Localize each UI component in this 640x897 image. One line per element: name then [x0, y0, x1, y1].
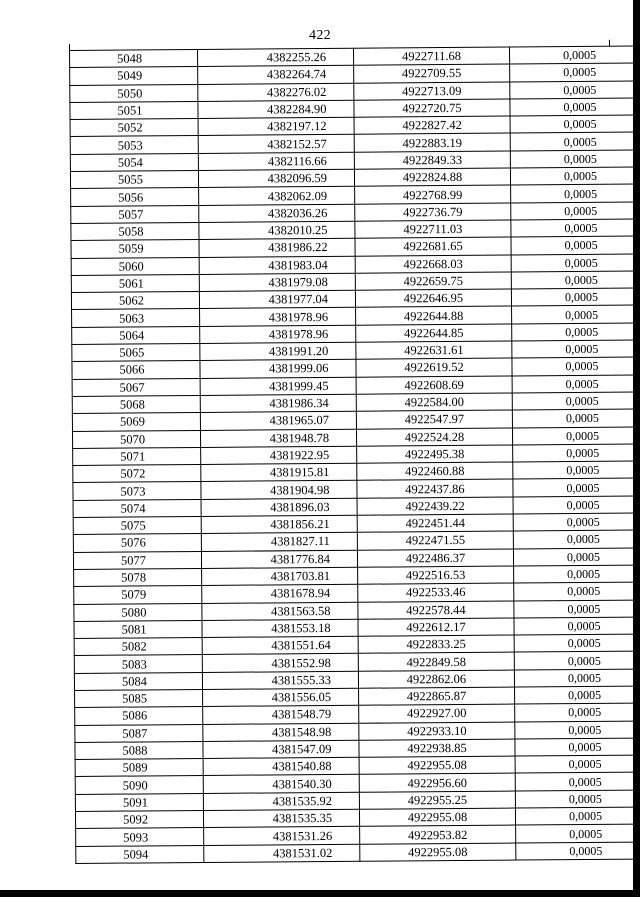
y-coordinate-cell: 4922933.10 — [359, 722, 515, 741]
accuracy-cell: 0,0005 — [514, 617, 640, 635]
accuracy-cell: 0,0005 — [513, 478, 640, 496]
y-coordinate-cell: 4922938.85 — [359, 739, 515, 758]
y-coordinate-cell: 4922439.22 — [357, 497, 513, 516]
y-coordinate-cell: 4922709.55 — [354, 64, 510, 83]
y-coordinate-cell: 4922547.97 — [356, 410, 512, 429]
y-coordinate-cell: 4922883.19 — [354, 134, 510, 153]
y-coordinate-cell: 4922486.37 — [357, 549, 513, 568]
y-coordinate-cell: 4922495.38 — [357, 445, 513, 464]
point-number-cell: 5054 — [70, 153, 198, 171]
x-coordinate-cell: 4381915.81 — [201, 463, 357, 482]
point-number-cell: 5053 — [70, 136, 198, 154]
point-number-cell: 5068 — [72, 395, 200, 413]
y-coordinate-cell: 4922953.82 — [360, 825, 516, 844]
x-coordinate-cell: 4381548.98 — [203, 723, 359, 742]
point-number-cell: 5059 — [71, 240, 199, 258]
y-coordinate-cell: 4922736.79 — [355, 203, 511, 222]
point-number-cell: 5090 — [75, 776, 203, 794]
accuracy-cell: 0,0005 — [513, 461, 640, 479]
x-coordinate-cell: 4381540.88 — [203, 757, 359, 776]
x-coordinate-cell: 4382197.12 — [198, 117, 354, 136]
x-coordinate-cell: 4382255.26 — [197, 48, 353, 67]
point-number-cell: 5058 — [71, 222, 199, 240]
point-number-cell: 5070 — [72, 430, 200, 448]
point-number-cell: 5081 — [74, 620, 202, 638]
x-coordinate-cell: 4381556.05 — [203, 688, 359, 707]
x-coordinate-cell: 4381540.30 — [203, 775, 359, 794]
point-number-cell: 5074 — [73, 499, 201, 517]
accuracy-cell: 0,0005 — [514, 599, 640, 617]
x-coordinate-cell: 4382010.25 — [199, 221, 355, 240]
point-number-cell: 5086 — [75, 707, 203, 725]
accuracy-cell: 0,0005 — [511, 202, 640, 220]
x-coordinate-cell: 4381986.22 — [199, 239, 355, 258]
point-number-cell: 5065 — [72, 344, 200, 362]
y-coordinate-cell: 4922471.55 — [357, 531, 513, 550]
point-number-cell: 5073 — [73, 482, 201, 500]
x-coordinate-cell: 4382264.74 — [198, 66, 354, 85]
y-coordinate-cell: 4922711.03 — [355, 220, 511, 239]
x-coordinate-cell: 4381535.35 — [203, 809, 359, 828]
accuracy-cell: 0,0005 — [512, 375, 640, 393]
point-number-cell: 5057 — [71, 205, 199, 223]
y-coordinate-cell: 4922720.75 — [354, 99, 510, 118]
point-number-cell: 5075 — [73, 516, 201, 534]
accuracy-cell: 0,0005 — [515, 772, 640, 790]
x-coordinate-cell: 4382152.57 — [198, 135, 354, 154]
point-number-cell: 5052 — [70, 119, 198, 137]
accuracy-cell: 0,0005 — [510, 63, 640, 81]
y-coordinate-cell: 4922955.08 — [359, 808, 515, 827]
y-coordinate-cell: 4922865.87 — [359, 687, 515, 706]
accuracy-cell: 0,0005 — [511, 271, 640, 289]
accuracy-cell: 0,0005 — [515, 686, 640, 704]
accuracy-cell: 0,0005 — [511, 184, 640, 202]
x-coordinate-cell: 4381547.09 — [203, 740, 359, 759]
y-coordinate-cell: 4922927.00 — [359, 704, 515, 723]
point-number-cell: 5087 — [75, 724, 203, 742]
x-coordinate-cell: 4381856.21 — [201, 515, 357, 534]
point-number-cell: 5071 — [73, 447, 201, 465]
accuracy-cell: 0,0005 — [510, 167, 640, 185]
page-number: 422 — [309, 28, 331, 43]
x-coordinate-cell: 4382096.59 — [198, 169, 354, 188]
point-number-cell: 5084 — [74, 672, 202, 690]
point-number-cell: 5072 — [73, 465, 201, 483]
accuracy-cell: 0,0005 — [513, 513, 640, 531]
x-coordinate-cell: 4382036.26 — [199, 204, 355, 223]
y-coordinate-cell: 4922644.88 — [356, 306, 512, 325]
y-coordinate-cell: 4922533.46 — [358, 583, 514, 602]
y-coordinate-cell: 4922631.61 — [356, 341, 512, 360]
y-coordinate-cell: 4922955.08 — [360, 843, 516, 862]
point-number-cell: 5048 — [70, 49, 198, 67]
point-number-cell: 5062 — [71, 292, 199, 310]
accuracy-cell: 0,0005 — [511, 288, 640, 306]
y-coordinate-cell: 4922516.53 — [358, 566, 514, 585]
x-coordinate-cell: 4381904.98 — [201, 481, 357, 500]
point-number-cell: 5092 — [75, 811, 203, 829]
accuracy-cell: 0,0005 — [515, 720, 640, 738]
y-coordinate-cell: 4922659.75 — [355, 272, 511, 291]
x-coordinate-cell: 4381922.95 — [201, 446, 357, 465]
x-coordinate-cell: 4381553.18 — [202, 619, 358, 638]
point-number-cell: 5085 — [75, 689, 203, 707]
accuracy-cell: 0,0005 — [515, 807, 640, 825]
accuracy-cell: 0,0005 — [513, 496, 640, 514]
x-coordinate-cell: 4381896.03 — [201, 498, 357, 517]
table-body — [70, 46, 640, 863]
y-coordinate-cell: 4922451.44 — [357, 514, 513, 533]
y-coordinate-cell: 4922608.69 — [356, 376, 512, 395]
y-coordinate-cell: 4922524.28 — [356, 428, 512, 447]
coordinates-table — [69, 45, 640, 863]
accuracy-cell: 0,0005 — [515, 738, 640, 756]
accuracy-cell: 0,0005 — [509, 46, 640, 64]
accuracy-cell: 0,0005 — [514, 565, 640, 583]
point-number-cell: 5050 — [70, 84, 198, 102]
x-coordinate-cell: 4381776.84 — [201, 550, 357, 569]
y-coordinate-cell: 4922713.09 — [354, 82, 510, 101]
x-coordinate-cell: 4381552.98 — [202, 654, 358, 673]
point-number-cell: 5079 — [74, 586, 202, 604]
accuracy-cell: 0,0005 — [514, 582, 640, 600]
y-coordinate-cell: 4922849.58 — [358, 652, 514, 671]
y-coordinate-cell: 4922833.25 — [358, 635, 514, 654]
y-coordinate-cell: 4922578.44 — [358, 601, 514, 620]
accuracy-cell: 0,0005 — [510, 81, 640, 99]
x-coordinate-cell: 4381555.33 — [202, 671, 358, 690]
x-coordinate-cell: 4381999.45 — [200, 377, 356, 396]
point-number-cell: 5088 — [75, 741, 203, 759]
accuracy-cell: 0,0005 — [512, 357, 640, 375]
accuracy-cell: 0,0005 — [516, 842, 640, 860]
accuracy-cell: 0,0005 — [514, 651, 640, 669]
point-number-cell: 5049 — [70, 67, 198, 85]
x-coordinate-cell: 4381563.58 — [202, 602, 358, 621]
accuracy-cell: 0,0005 — [510, 150, 640, 168]
x-coordinate-cell: 4381531.26 — [204, 827, 360, 846]
accuracy-cell: 0,0005 — [516, 824, 640, 842]
x-coordinate-cell: 4381986.34 — [200, 394, 356, 413]
point-number-cell: 5076 — [73, 534, 201, 552]
y-coordinate-cell: 4922646.95 — [355, 289, 511, 308]
x-coordinate-cell: 4381678.94 — [202, 584, 358, 603]
point-number-cell: 5061 — [71, 274, 199, 292]
x-coordinate-cell: 4381983.04 — [199, 256, 355, 275]
x-coordinate-cell: 4382116.66 — [198, 152, 354, 171]
point-number-cell: 5091 — [75, 793, 203, 811]
accuracy-cell: 0,0005 — [512, 426, 640, 444]
y-coordinate-cell: 4922824.88 — [354, 168, 510, 187]
x-coordinate-cell: 4381979.08 — [199, 273, 355, 292]
x-coordinate-cell: 4381827.11 — [201, 533, 357, 552]
point-number-cell: 5055 — [70, 171, 198, 189]
point-number-cell: 5063 — [72, 309, 200, 327]
y-coordinate-cell: 4922956.60 — [359, 773, 515, 792]
y-coordinate-cell: 4922827.42 — [354, 116, 510, 135]
point-number-cell: 5093 — [76, 828, 204, 846]
accuracy-cell: 0,0005 — [515, 755, 640, 773]
accuracy-cell: 0,0005 — [512, 392, 640, 410]
point-number-cell: 5080 — [74, 603, 202, 621]
point-number-cell: 5082 — [74, 638, 202, 656]
accuracy-cell: 0,0005 — [510, 132, 640, 150]
accuracy-cell: 0,0005 — [510, 98, 640, 116]
point-number-cell: 5083 — [74, 655, 202, 673]
accuracy-cell: 0,0005 — [511, 253, 640, 271]
x-coordinate-cell: 4381548.79 — [203, 706, 359, 725]
y-coordinate-cell: 4922681.65 — [355, 237, 511, 256]
point-number-cell: 5056 — [71, 188, 199, 206]
point-number-cell: 5064 — [72, 326, 200, 344]
point-number-cell: 5094 — [76, 845, 204, 863]
point-number-cell: 5069 — [72, 413, 200, 431]
accuracy-cell: 0,0005 — [512, 305, 640, 323]
y-coordinate-cell: 4922619.52 — [356, 358, 512, 377]
x-coordinate-cell: 4381948.78 — [200, 429, 356, 448]
accuracy-cell: 0,0005 — [512, 323, 640, 341]
x-coordinate-cell: 4381531.02 — [204, 844, 360, 863]
point-number-cell: 5078 — [74, 568, 202, 586]
point-number-cell: 5077 — [73, 551, 201, 569]
x-coordinate-cell: 4382284.90 — [198, 100, 354, 119]
y-coordinate-cell: 4922584.00 — [356, 393, 512, 412]
y-coordinate-cell: 4922437.86 — [357, 479, 513, 498]
x-coordinate-cell: 4381991.20 — [200, 342, 356, 361]
point-number-cell: 5060 — [71, 257, 199, 275]
point-number-cell: 5067 — [72, 378, 200, 396]
x-coordinate-cell: 4381977.04 — [199, 290, 355, 309]
x-coordinate-cell: 4381965.07 — [200, 411, 356, 430]
y-coordinate-cell: 4922862.06 — [358, 670, 514, 689]
x-coordinate-cell: 4381978.96 — [200, 325, 356, 344]
point-number-cell: 5051 — [70, 101, 198, 119]
accuracy-cell: 0,0005 — [514, 669, 640, 687]
y-coordinate-cell: 4922955.25 — [359, 791, 515, 810]
accuracy-cell: 0,0005 — [512, 340, 640, 358]
accuracy-cell: 0,0005 — [513, 530, 640, 548]
point-number-cell: 5089 — [75, 759, 203, 777]
x-coordinate-cell: 4382062.09 — [199, 187, 355, 206]
accuracy-cell: 0,0005 — [511, 219, 640, 237]
coordinates-table-wrapper — [69, 46, 616, 864]
accuracy-cell: 0,0005 — [512, 409, 640, 427]
y-coordinate-cell: 4922668.03 — [355, 255, 511, 274]
x-coordinate-cell: 4381535.92 — [203, 792, 359, 811]
y-coordinate-cell: 4922612.17 — [358, 618, 514, 637]
scan-border-bottom — [0, 890, 640, 897]
y-coordinate-cell: 4922849.33 — [354, 151, 510, 170]
x-coordinate-cell: 4381551.64 — [202, 636, 358, 655]
point-number-cell: 5066 — [72, 361, 200, 379]
accuracy-cell: 0,0005 — [514, 634, 640, 652]
accuracy-cell: 0,0005 — [515, 703, 640, 721]
y-coordinate-cell: 4922460.88 — [357, 462, 513, 481]
x-coordinate-cell: 4381978.96 — [200, 308, 356, 327]
x-coordinate-cell: 4382276.02 — [198, 83, 354, 102]
y-coordinate-cell: 4922768.99 — [355, 185, 511, 204]
y-coordinate-cell: 4922711.68 — [353, 47, 509, 66]
y-coordinate-cell: 4922644.85 — [356, 324, 512, 343]
x-coordinate-cell: 4381703.81 — [202, 567, 358, 586]
scan-border-right — [633, 0, 640, 897]
accuracy-cell: 0,0005 — [511, 236, 640, 254]
accuracy-cell: 0,0005 — [510, 115, 640, 133]
y-coordinate-cell: 4922955.08 — [359, 756, 515, 775]
accuracy-cell: 0,0005 — [513, 548, 640, 566]
accuracy-cell: 0,0005 — [513, 444, 640, 462]
table-row — [76, 842, 640, 864]
accuracy-cell: 0,0005 — [515, 790, 640, 808]
x-coordinate-cell: 4381999.06 — [200, 360, 356, 379]
